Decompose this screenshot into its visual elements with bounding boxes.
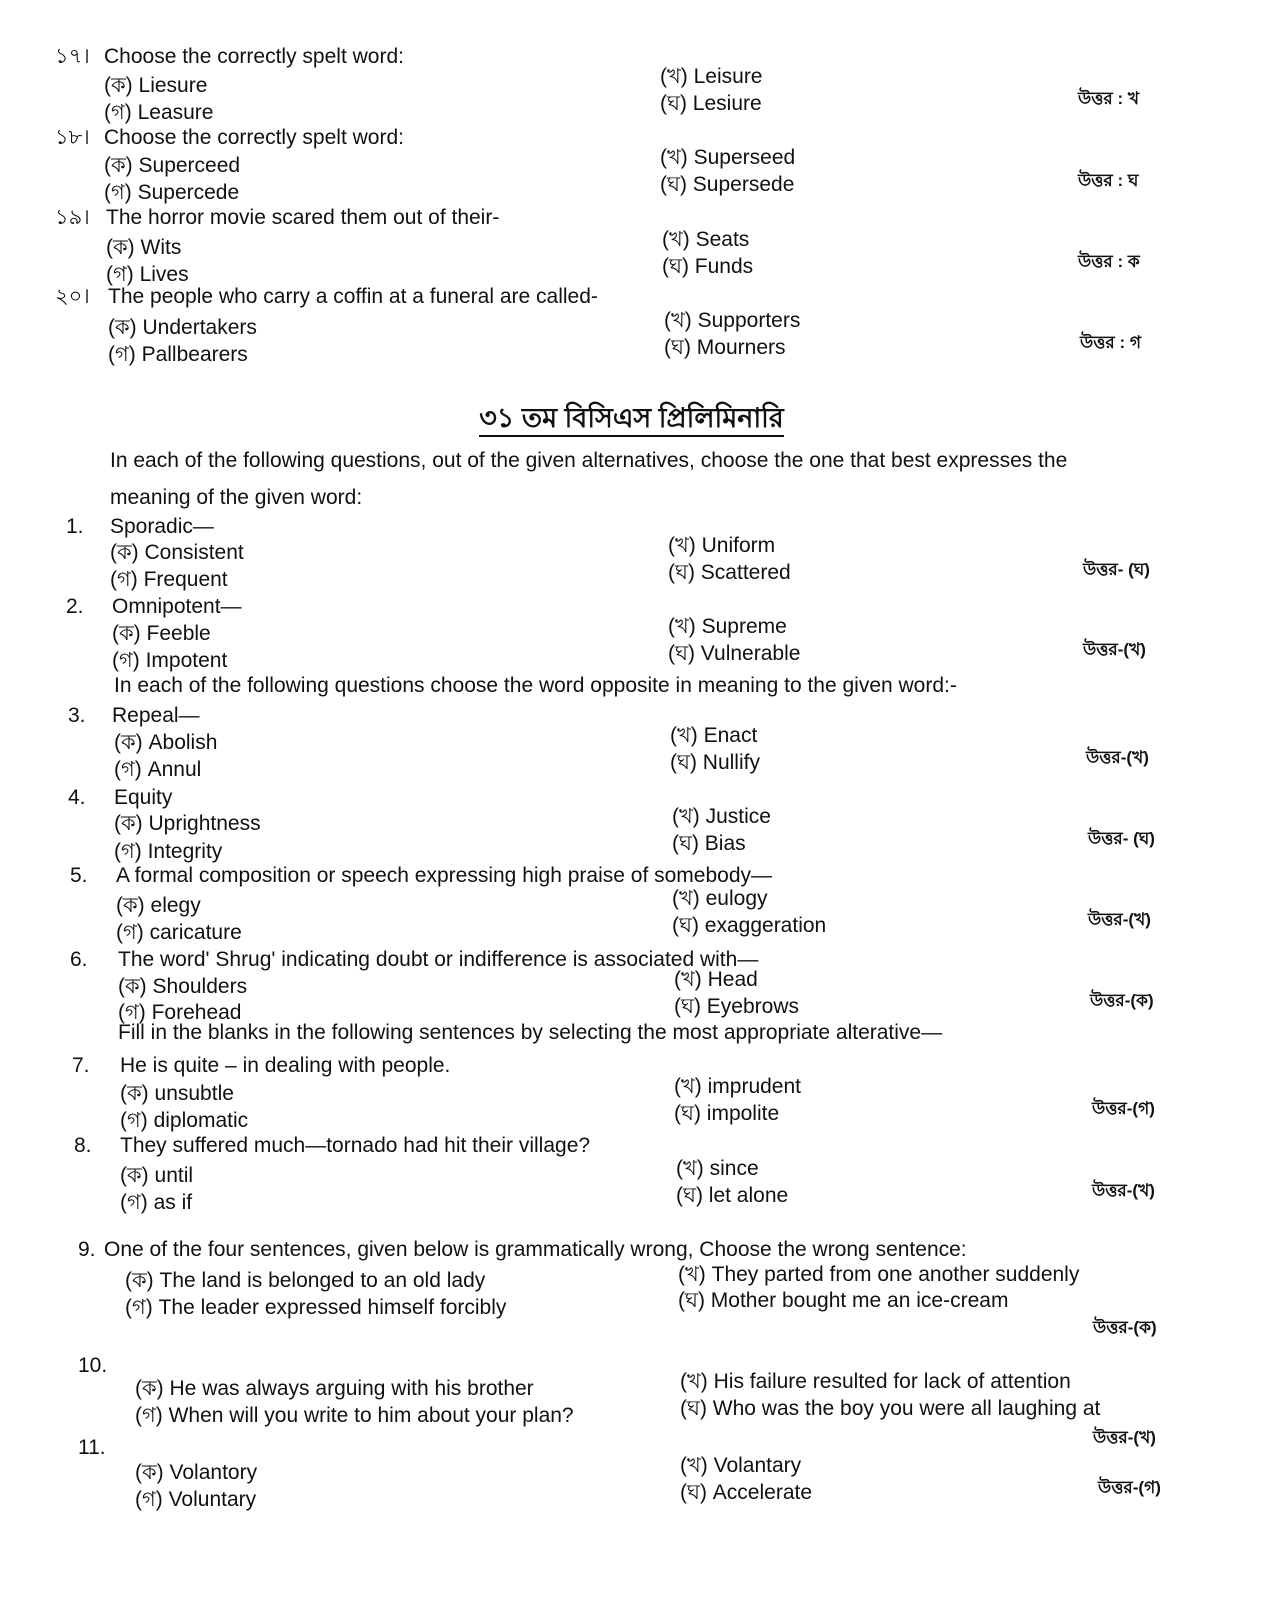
option-ka: (ক) until [120,1164,194,1187]
option-ka: (ক) Consistent [110,541,244,564]
question-number: 1. [66,515,84,538]
option-ga: (গ) as if [120,1191,193,1214]
question-stem: The word' Shrug' indicating doubt or indifference is associated with— [118,948,759,971]
question-number: 5. [70,864,88,887]
question-number: 10. [78,1354,108,1377]
option-kha: (খ) Supporters [664,309,801,332]
question-number: ২০। [55,285,90,308]
answer-label: উত্তর- (ঘ) [1083,560,1150,579]
option-kha: (খ) They parted from one another suddenly [678,1263,1080,1286]
answer-label: উত্তর-(গ) [1092,1099,1155,1118]
answer-label: উত্তর-(ক) [1090,991,1154,1010]
option-ga: (গ) Impotent [112,649,228,672]
option-ga: (গ) Lives [106,263,189,286]
option-ga: (গ) Supercede [104,181,240,204]
answer-label: উত্তর-(খ) [1093,1428,1156,1447]
question-stem: He is quite – in dealing with people. [120,1054,451,1077]
question-stem: The people who carry a coffin at a funeral are called- [108,285,598,308]
option-kha: (খ) Head [674,968,758,991]
option-ga: (গ) Annul [114,758,202,781]
option-gha: (ঘ) Who was the boy you were all laughing at [680,1397,1101,1420]
option-kha: (খ) eulogy [672,887,768,910]
question-number: 6. [70,948,88,971]
option-gha: (ঘ) Supersede [660,173,795,196]
option-ga: (গ) Leasure [104,101,214,124]
option-ka: (ক) Liesure [104,74,208,97]
section-heading: ৩১ তম বিসিএস প্রিলিমিনারি [0,402,1263,434]
option-kha: (খ) Uniform [668,534,776,557]
option-ga: (গ) The leader expressed himself forcibly [125,1296,507,1319]
option-kha: (খ) Superseed [660,146,796,169]
answer-label: উত্তর-(ক) [1093,1318,1157,1337]
question-number: ১৭। [55,45,90,68]
instruction-text: In each of the following questions, out of the given alternatives, choose the one that best expresses the [110,449,1068,472]
option-ka: (ক) Undertakers [108,316,257,339]
option-gha: (ঘ) Vulnerable [668,642,801,665]
question-stem: One of the four sentences, given below is grammatically wrong, Choose the wrong sentence: [104,1238,967,1261]
answer-label: উত্তর : ঘ [1078,171,1139,190]
question-number: 2. [66,595,84,618]
option-kha: (খ) Seats [662,228,750,251]
option-kha: (খ) imprudent [674,1075,801,1098]
question-number: 3. [68,704,86,727]
option-gha: (ঘ) Funds [662,255,754,278]
question-number: 9. [78,1238,96,1261]
answer-label: উত্তর-(খ) [1088,910,1151,929]
question-number: 4. [68,786,86,809]
option-ka: (ক) unsubtle [120,1082,234,1105]
question-number: 7. [72,1054,90,1077]
option-ga: (গ) caricature [116,921,242,944]
instruction-text: Fill in the blanks in the following sentences by selecting the most appropriate alterative— [118,1021,943,1044]
question-stem: Repeal— [112,704,200,727]
option-ga: (গ) Forehead [118,1001,242,1024]
question-stem: Choose the correctly spelt word: [104,45,404,68]
option-ka: (ক) elegy [116,894,201,917]
question-stem: Equity [114,786,173,809]
option-kha: (খ) Leisure [660,65,763,88]
option-ka: (ক) Abolish [114,731,218,754]
option-kha: (খ) Supreme [668,615,787,638]
answer-label: উত্তর- (ঘ) [1088,829,1155,848]
option-gha: (ঘ) Scattered [668,561,791,584]
question-stem: Omnipotent— [112,595,242,618]
option-gha: (ঘ) Bias [672,832,746,855]
option-gha: (ঘ) Accelerate [680,1481,813,1504]
question-stem: The horror movie scared them out of their- [106,206,500,229]
option-ka: (ক) Wits [106,236,182,259]
instruction-text: In each of the following questions choose the word opposite in meaning to the given word:- [114,674,957,697]
option-gha: (ঘ) Lesiure [660,92,762,115]
question-stem: They suffered much—tornado had hit their village? [120,1134,591,1157]
option-gha: (ঘ) Eyebrows [674,995,799,1018]
option-gha: (ঘ) let alone [676,1184,789,1207]
option-ka: (ক) Shoulders [118,975,248,998]
answer-label: উত্তর : গ [1080,333,1142,352]
option-kha: (খ) Enact [670,724,758,747]
option-ka: (ক) Feeble [112,622,211,645]
option-kha: (খ) since [676,1157,759,1180]
option-gha: (ঘ) exaggeration [672,914,827,937]
question-stem: A formal composition or speech expressing high praise of somebody— [116,864,773,887]
option-ka: (ক) The land is belonged to an old lady [125,1269,486,1292]
option-gha: (ঘ) Mother bought me an ice-cream [678,1289,1009,1312]
option-ga: (গ) Frequent [110,568,228,591]
option-ga: (গ) diplomatic [120,1109,249,1132]
question-number: 11. [78,1436,106,1459]
option-gha: (ঘ) impolite [674,1102,780,1125]
option-ga: (গ) Integrity [114,840,223,863]
question-number: ১৮। [55,126,90,149]
answer-label: উত্তর : খ [1078,89,1140,108]
option-gha: (ঘ) Nullify [670,751,760,774]
answer-label: উত্তর-(খ) [1092,1181,1155,1200]
instruction-text: meaning of the given word: [110,486,363,509]
option-ka: (ক) Volantory [135,1461,258,1484]
option-kha: (খ) Volantary [680,1454,802,1477]
question-number: ১৯। [55,206,90,229]
option-kha: (খ) His failure resulted for lack of attention [680,1370,1071,1393]
option-kha: (খ) Justice [672,805,771,828]
answer-label: উত্তর : ক [1078,252,1140,271]
option-ka: (ক) He was always arguing with his brother [135,1377,534,1400]
option-ka: (ক) Uprightness [114,812,261,835]
answer-label: উত্তর-(গ) [1098,1478,1161,1497]
question-stem: Choose the correctly spelt word: [104,126,404,149]
answer-label: উত্তর-(খ) [1083,640,1146,659]
option-gha: (ঘ) Mourners [664,336,786,359]
option-ga: (গ) Pallbearers [108,343,248,366]
question-stem: Sporadic— [110,515,214,538]
option-ka: (ক) Superceed [104,154,241,177]
answer-label: উত্তর-(খ) [1086,748,1149,767]
question-number: 8. [74,1134,92,1157]
option-ga: (গ) Voluntary [135,1488,257,1511]
option-ga: (গ) When will you write to him about your plan? [135,1404,574,1427]
